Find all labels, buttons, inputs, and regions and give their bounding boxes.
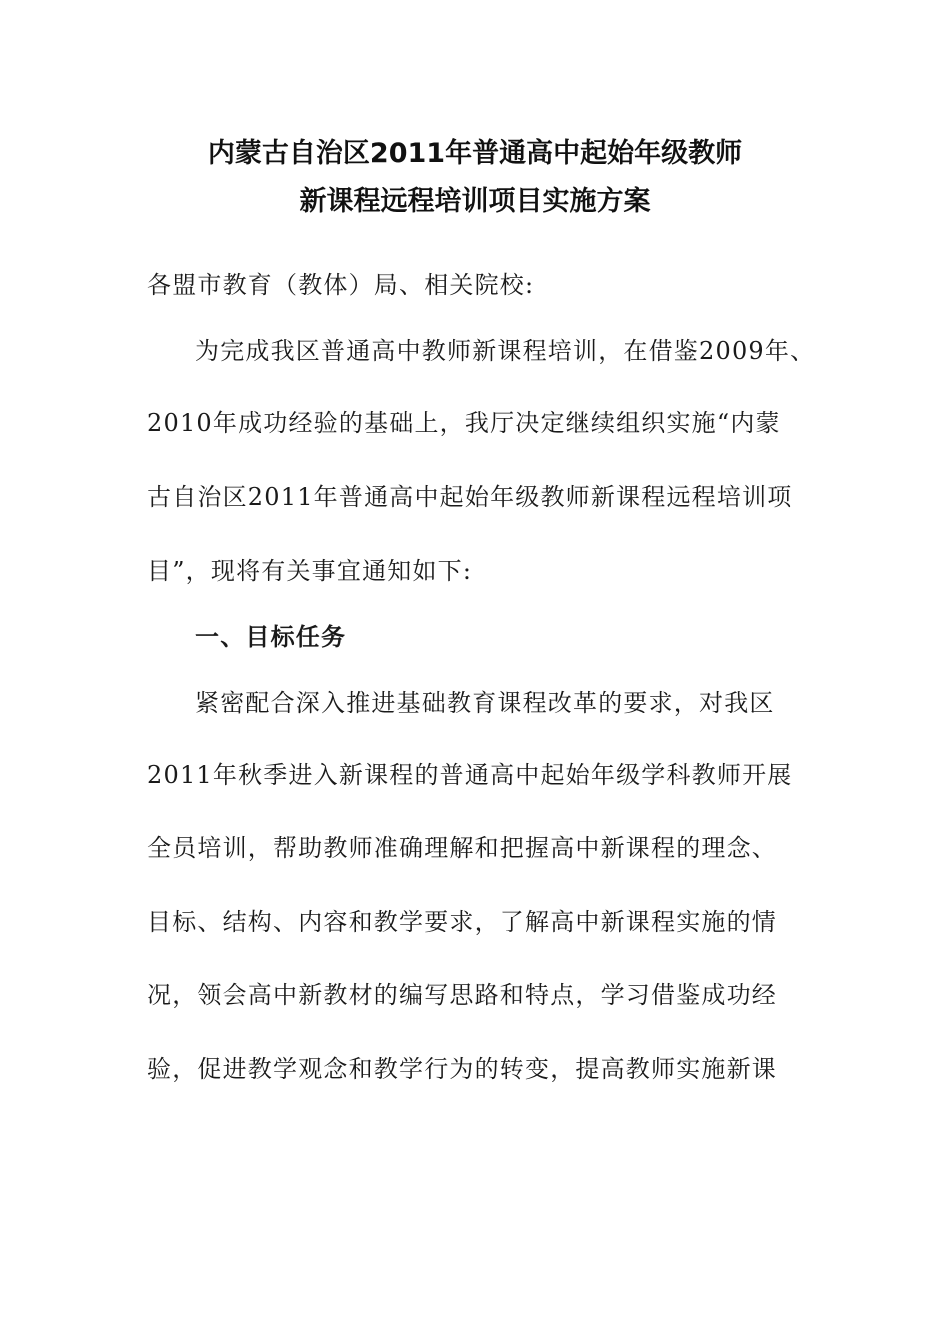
- section-heading: 一、目标任务: [195, 623, 347, 651]
- section-line-4: 目标、结构、内容和教学要求，了解高中新课程实施的情: [147, 908, 777, 936]
- intro-line-2: 2010年成功经验的基础上，我厅决定继续组织实施“内蒙: [147, 409, 781, 437]
- intro-line-3: 古自治区2011年普通高中起始年级教师新课程远程培训项: [147, 483, 793, 511]
- section-line-3: 全员培训，帮助教师准确理解和把握高中新课程的理念、: [147, 834, 777, 862]
- document-title-line-2: 新课程远程培训项目实施方案: [299, 186, 651, 217]
- section-line-2: 2011年秋季进入新课程的普通高中起始年级学科教师开展: [147, 761, 793, 789]
- document-title-line-1: 内蒙古自治区2011年普通高中起始年级教师: [207, 138, 743, 169]
- section-line-5: 况，领会高中新教材的编写思路和特点，学习借鉴成功经: [147, 981, 777, 1009]
- section-line-6: 验，促进教学观念和教学行为的转变，提高教师实施新课: [147, 1055, 777, 1083]
- intro-line-1: 为完成我区普通高中教师新课程培训，在借鉴2009年、: [195, 337, 816, 365]
- intro-line-4: 目”，现将有关事宜通知如下:: [147, 557, 473, 585]
- salutation: 各盟市教育（教体）局、相关院校:: [147, 271, 535, 299]
- section-line-1: 紧密配合深入推进基础教育课程改革的要求，对我区: [195, 689, 775, 717]
